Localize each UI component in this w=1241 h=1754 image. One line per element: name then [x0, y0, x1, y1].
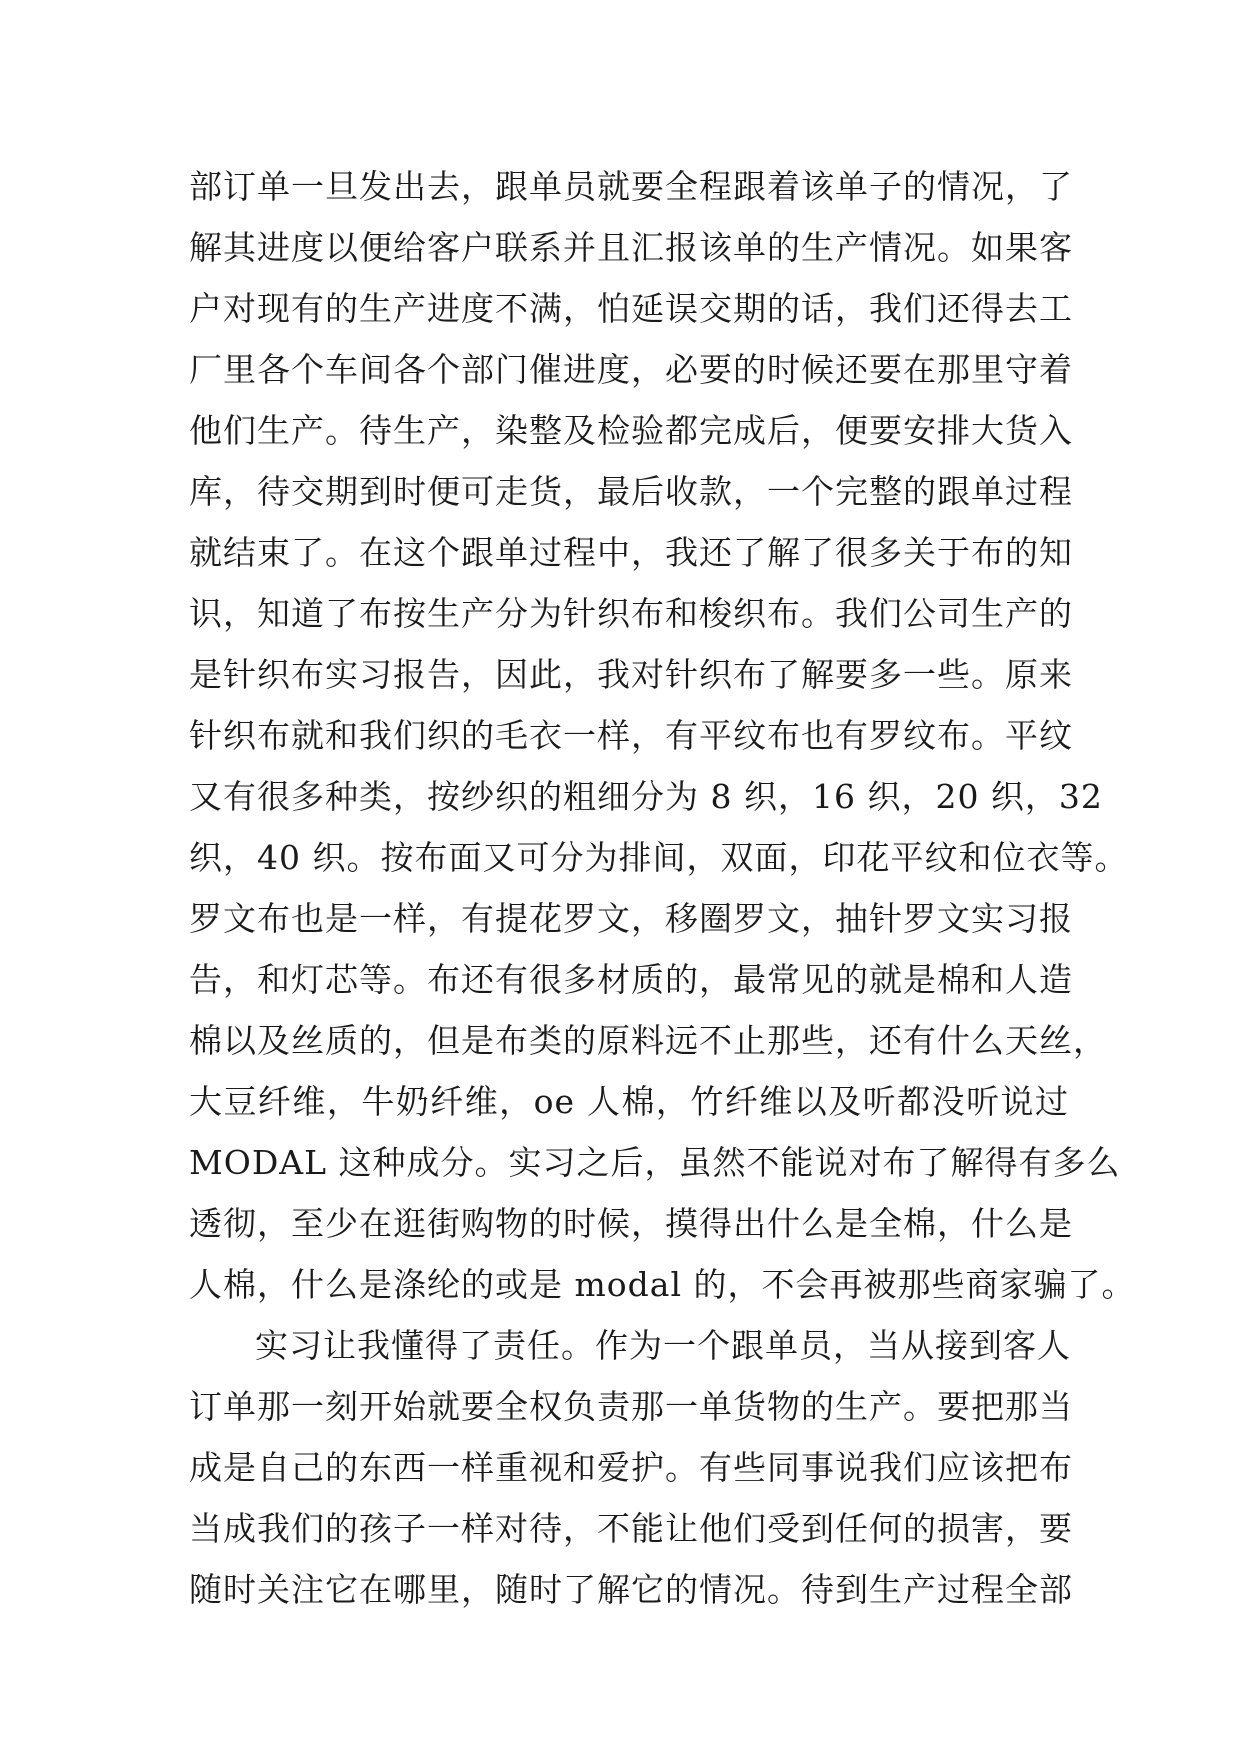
- text-line: 棉以及丝质的，但是布类的原料远不止那些，还有什么天丝，: [189, 1021, 1107, 1060]
- text-line: 罗文布也是一样，有提花罗文，移圈罗文，抽针罗文实习报: [189, 899, 1073, 938]
- text-line: 当成我们的孩子一样对待，不能让他们受到任何的损害，要: [189, 1509, 1073, 1548]
- text-line: 是针织布实习报告，因此，我对针织布了解要多一些。原来: [189, 655, 1073, 694]
- text-line: 订单那一刻开始就要全权负责那一单货物的生产。要把那当: [189, 1387, 1073, 1426]
- text-line: 告，和灯芯等。布还有很多材质的，最常见的就是棉和人造: [189, 960, 1073, 999]
- paragraph-1: [189, 156, 1136, 1315]
- text-line: 库，待交期到时便可走货，最后收款，一个完整的跟单过程: [189, 472, 1073, 511]
- text-line: 透彻，至少在逛街购物的时候，摸得出什么是全棉，什么是: [189, 1204, 1073, 1243]
- text-line: 织，40 织。按布面又可分为排间，双面，印花平纹和位衣等。: [189, 838, 1129, 877]
- text-line: 又有很多种类，按纱织的粗细分为 8 织，16 织，20 织，32: [189, 777, 1103, 816]
- text-line: 解其进度以便给客户联系并且汇报该单的生产情况。如果客: [189, 228, 1073, 267]
- text-line: 针织布就和我们织的毛衣一样，有平纹布也有罗纹布。平纹: [189, 716, 1073, 755]
- text-line: 厂里各个车间各个部门催进度，必要的时候还要在那里守着: [189, 350, 1073, 389]
- text-line: 他们生产。待生产，染整及检验都完成后，便要安排大货入: [189, 411, 1073, 450]
- text-line: 人棉，什么是涤纶的或是 modal 的，不会再被那些商家骗了。: [189, 1265, 1136, 1304]
- text-line: 随时关注它在哪里，随时了解它的情况。待到生产过程全部: [189, 1570, 1073, 1609]
- text-line: 部订单一旦发出去，跟单员就要全程跟着该单子的情况，了: [189, 167, 1073, 206]
- text-line: 大豆纤维，牛奶纤维，oe 人棉，竹纤维以及听都没听说过: [189, 1082, 1069, 1121]
- text-line: 成是自己的东西一样重视和爱护。有些同事说我们应该把布: [189, 1448, 1073, 1487]
- body-text: [189, 156, 1136, 1620]
- text-line: 识，知道了布按生产分为针织布和梭织布。我们公司生产的: [189, 594, 1073, 633]
- text-line: 实习让我懂得了责任。作为一个跟单员，当从接到客人: [255, 1326, 1071, 1365]
- paragraph-2: [189, 1315, 1073, 1620]
- text-line: 户对现有的生产进度不满，怕延误交期的话，我们还得去工: [189, 289, 1073, 328]
- text-line: 就结束了。在这个跟单过程中，我还了解了很多关于布的知: [189, 533, 1073, 572]
- text-line: MODAL 这种成分。实习之后，虽然不能说对布了解得有多么: [189, 1143, 1121, 1182]
